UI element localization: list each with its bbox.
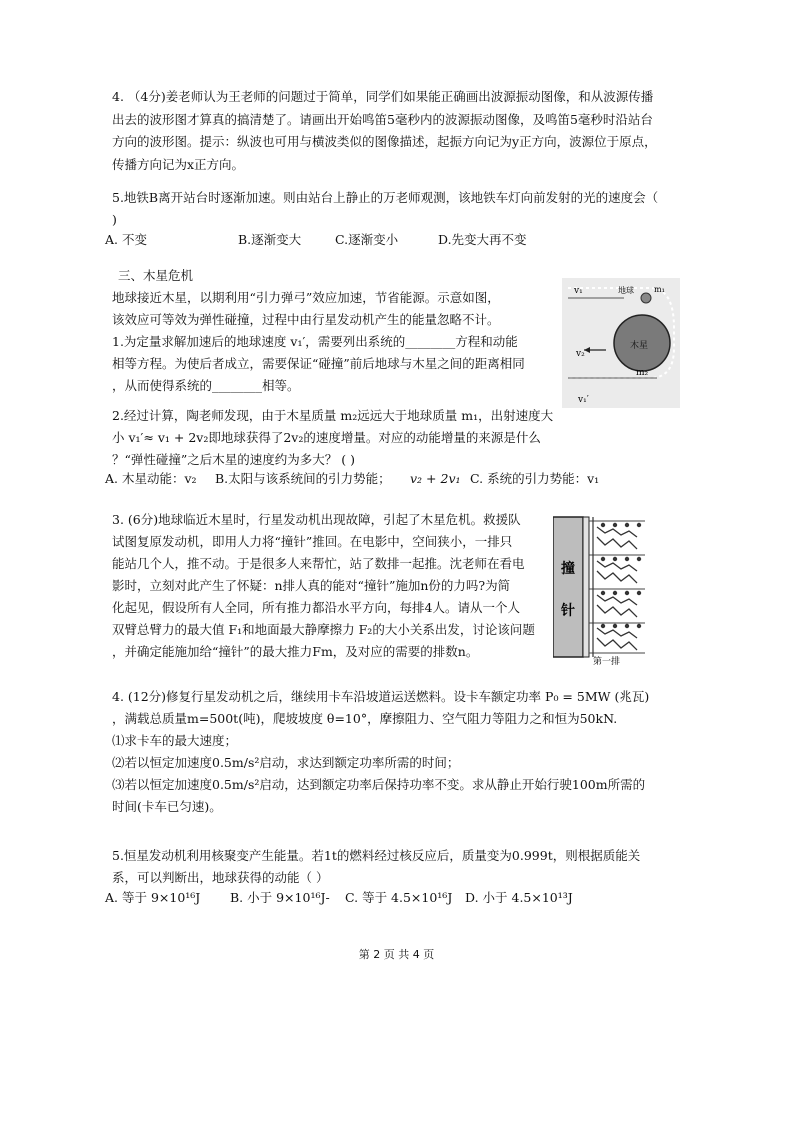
striker-label-1: 撞 [561, 561, 575, 577]
option-a: A. 木星动能：v₂ [105, 471, 197, 486]
option-b: B. 小于 9×10¹⁶J- [230, 890, 330, 905]
section-3 [112, 265, 525, 397]
text-line: 该效应可等效为弹性碰撞，过程中由行星发动机产生的能量忽略不计。 [112, 312, 500, 327]
m1-label: m₁ [654, 285, 665, 294]
text-line: 影时，立刻对此产生了怀疑：n排人真的能对“撞针”施加n份的力吗?为简 [112, 578, 511, 593]
option-a: A. 等于 9×10¹⁶J [105, 890, 201, 905]
slingshot-diagram [562, 278, 680, 408]
text-line: ⑶若以恒定加速度0.5m/s²启动，达到额定功率后保持功率不变。求从静止开始行驶100m所需的 [112, 777, 646, 792]
text-line: 系，可以判断出，地球获得的动能（ ） [112, 870, 329, 885]
text-line: 小 v₁′≈ v₁ + 2v₂即地球获得了2v₂的速度增量。对应的动能增量的来源是什么 [112, 430, 541, 445]
text-line: 5.地铁B离开站台时逐渐加速。则由站台上静止的万老师观测，该地铁车灯向前发射的光的速度会（ [112, 190, 659, 205]
text-line: ，从而使得系统的________相等。 [112, 378, 300, 393]
text-line: 5.恒星发动机利用核聚变产生能量。若1t的燃料经过核反应后，质量变为0.999t，则根据质能关 [112, 848, 641, 863]
text-line: ？“弹性碰撞”之后木星的速度约为多大？ ( ) [112, 452, 355, 467]
text-line: 3. (6分)地球临近木星时，行星发动机出现故障，引起了木星危机。救援队 [112, 512, 521, 527]
m2-label: m₂ [636, 368, 649, 378]
text-line: 出去的波形图才算真的搞清楚了。请画出开始鸣笛5毫秒内的波源振动图像，及鸣笛5毫秒时沿站台 [112, 111, 653, 127]
text-line: ，满载总质量m=500t(吨)，爬坡坡度 θ=10°，摩擦阻力、空气阻力等阻力之和恒为50kN. [112, 711, 618, 726]
text-line: 化起见，假设所有人全同，所有推力都沿水平方向，每排4人。请从一个人 [112, 600, 520, 615]
text-line: 4. （4分)姜老师认为王老师的问题过于简单，同学们如果能正确画出波源振动图像，和从波源传播 [112, 89, 654, 104]
text-line: 时间(卡车已匀速)。 [112, 799, 222, 814]
text-line: ⑵若以恒定加速度0.5m/s²启动，求达到额定功率所需的时间； [112, 755, 460, 770]
option-c: C. 等于 4.5×10¹⁶J [345, 890, 453, 905]
question-4-wave [112, 86, 657, 176]
option-b: B.逐渐变大 [238, 232, 302, 247]
section-3-question-2 [112, 405, 553, 471]
question-5-fusion [112, 845, 640, 889]
jupiter-slingshot-figure [562, 278, 680, 408]
page-footer: 第 2 页 共 4 页 [358, 948, 435, 961]
question-3-striker [112, 509, 535, 663]
option-d: D. 小于 4.5×10¹³J [465, 890, 573, 905]
text-line: 地球接近木星，以期利用“引力弹弓”效应加速，节省能源。示意如图， [112, 290, 500, 305]
jupiter-label: 木星 [630, 341, 649, 351]
striker-diagram [553, 515, 645, 665]
text-line: 2.经过计算，陶老师发现，由于木星质量 m₂远远大于地球质量 m₁，出射速度大 [112, 408, 554, 423]
text-line: 方向的波形图。提示：纵波也可用与横波类似的图像描述，起振方向记为y正方向，波源位于原点， [112, 134, 657, 149]
v2-label: v₂ [576, 349, 585, 359]
question-5-subway [112, 187, 658, 231]
text-line: 相等方程。为使后者成立，需要保证“碰撞”前后地球与木星之间的距离相同 [112, 356, 525, 371]
option-a: A. 不变 [105, 232, 147, 247]
text-line: ，并确定能施加给“撞针”的最大推力Fm，及对应的需要的排数n。 [112, 644, 479, 659]
section-title: 三、木星危机 [118, 268, 194, 283]
text-line: 传播方向记为x正方向。 [112, 156, 245, 172]
option-d: D.先变大再不变 [438, 232, 527, 247]
striker-push-figure [553, 515, 645, 665]
section-3-q2-options [105, 469, 625, 489]
option-c: C. 系统的引力势能：v₁ [470, 471, 600, 486]
question-5-fusion-options [105, 888, 625, 908]
text-line: 4. (12分)修复行星发动机之后，继续用卡车沿坡道运送燃料。设卡车额定功率 P₀ = 5MW (兆瓦) [112, 689, 650, 704]
option-b-formula: v₂ + 2v₁ [410, 471, 461, 486]
v1prime-label: v₁′ [578, 395, 589, 405]
v1-label: v₁ [574, 286, 583, 296]
text-line: 能站几个人，推不动。于是很多人来帮忙，站了数排一起推。沈老师在看电 [112, 556, 525, 571]
earth-label: 地球 [618, 286, 634, 295]
text-line: 1.为定量求解加速后的地球速度 v₁′，需要列出系统的________方程和动能 [112, 334, 518, 349]
option-b: B.太阳与该系统间的引力势能； [215, 471, 391, 486]
first-row-label: 第一排 [593, 657, 621, 665]
question-5-options [105, 230, 605, 250]
question-4-truck [112, 686, 649, 818]
text-line: ) [112, 212, 117, 227]
text-line: 双臂总臂力的最大值 F₁和地面最大静摩擦力 F₂的大小关系出发，讨论该问题 [112, 622, 535, 637]
striker-label-2: 针 [561, 603, 575, 619]
text-line: ⑴求卡车的最大速度； [112, 733, 238, 748]
option-c: C.逐渐变小 [335, 232, 399, 247]
text-line: 试图复原发动机，即用人力将“撞针”推回。在电影中，空间狭小，一排只 [112, 534, 513, 549]
